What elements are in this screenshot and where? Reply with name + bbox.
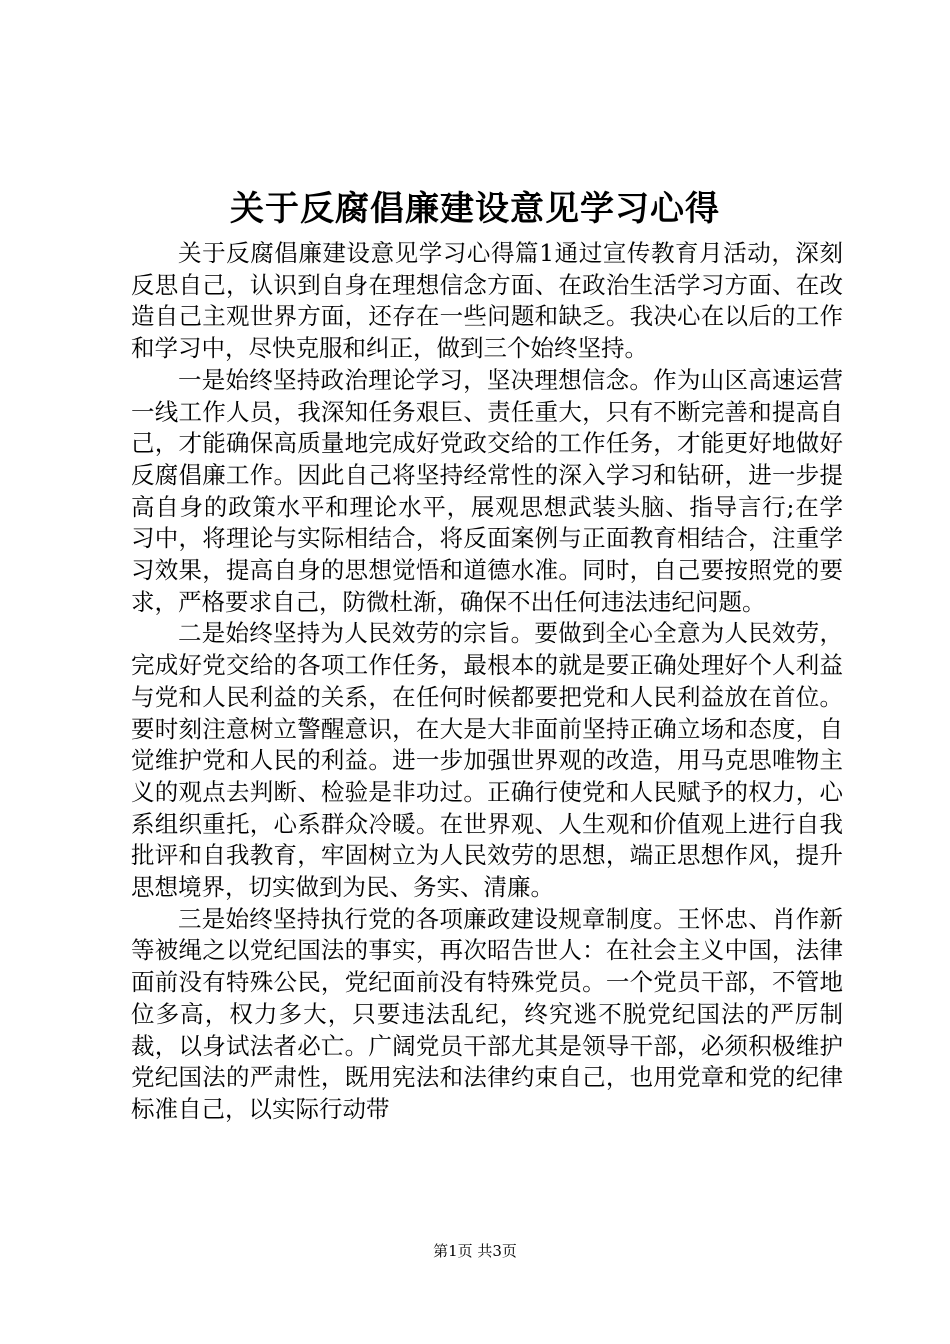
paragraph-point-two: 二是始终坚持为人民效劳的宗旨。要做到全心全意为人民效劳，完成好党交给的各项工作任务，最根本的就是要正确处理好个人利益与党和人民利益的关系，在任何时候都要把党和人民利益放在首位。要时刻注意树立警醒意识，在大是大非面前坚持正确立场和态度，自觉维护党和人民的利益。进一步加强世界观的改造，用马克思唯物主义的观点去判断、检验是非功过。正确行使党和人民赋予的权力，心系组织重托，心系群众冷暖。在世界观、人生观和价值观上进行自我批评和自我教育，牢固树立为人民效劳的思想，端正思想作风，提升思想境界，切实做到为民、务实、清廉。	[131, 619, 843, 902]
paragraph-point-three: 三是始终坚持执行党的各项廉政建设规章制度。王怀忠、肖作新等被绳之以党纪国法的事实，再次昭告世人：在社会主义中国，法律面前没有特殊公民，党纪面前没有特殊党员。一个党员干部，不管地位多高，权力多大，只要违法乱纪，终究逃不脱党纪国法的严厉制裁，以身试法者必亡。广阔党员干部尤其是领导干部，必须积极维护党纪国法的严肃性，既用宪法和法律约束自己，也用党章和党的纪律标准自己，以实际行动带	[131, 904, 843, 1123]
document-title: 关于反腐倡廉建设意见学习心得	[230, 189, 720, 229]
page-footer: 第1页 共3页	[433, 1242, 517, 1260]
document-body	[131, 238, 843, 1126]
paragraph-intro: 关于反腐倡廉建设意见学习心得篇1通过宣传教育月活动，深刻反思自己，认识到自身在理想信念方面、在政治生活学习方面、在改造自己主观世界方面，还存在一些问题和缺乏。我决心在以后的工作和学习中，尽快克服和纠正，做到三个始终坚持。	[131, 239, 843, 363]
paragraph-point-one: 一是始终坚持政治理论学习，坚决理想信念。作为山区高速运营一线工作人员，我深知任务艰巨、责任重大，只有不断完善和提高自己，才能确保高质量地完成好党政交给的工作任务，才能更好地做好反腐倡廉工作。因此自己将坚持经常性的深入学习和钻研，进一步提高自身的政策水平和理论水平，展观思想武装头脑、指导言行;在学习中，将理论与实际相结合，将反面案例与正面教育相结合，注重学习效果，提高自身的思想觉悟和道德水准。同时，自己要按照党的要求，严格要求自己，防微杜渐，确保不出任何违法违纪问题。	[131, 365, 843, 616]
